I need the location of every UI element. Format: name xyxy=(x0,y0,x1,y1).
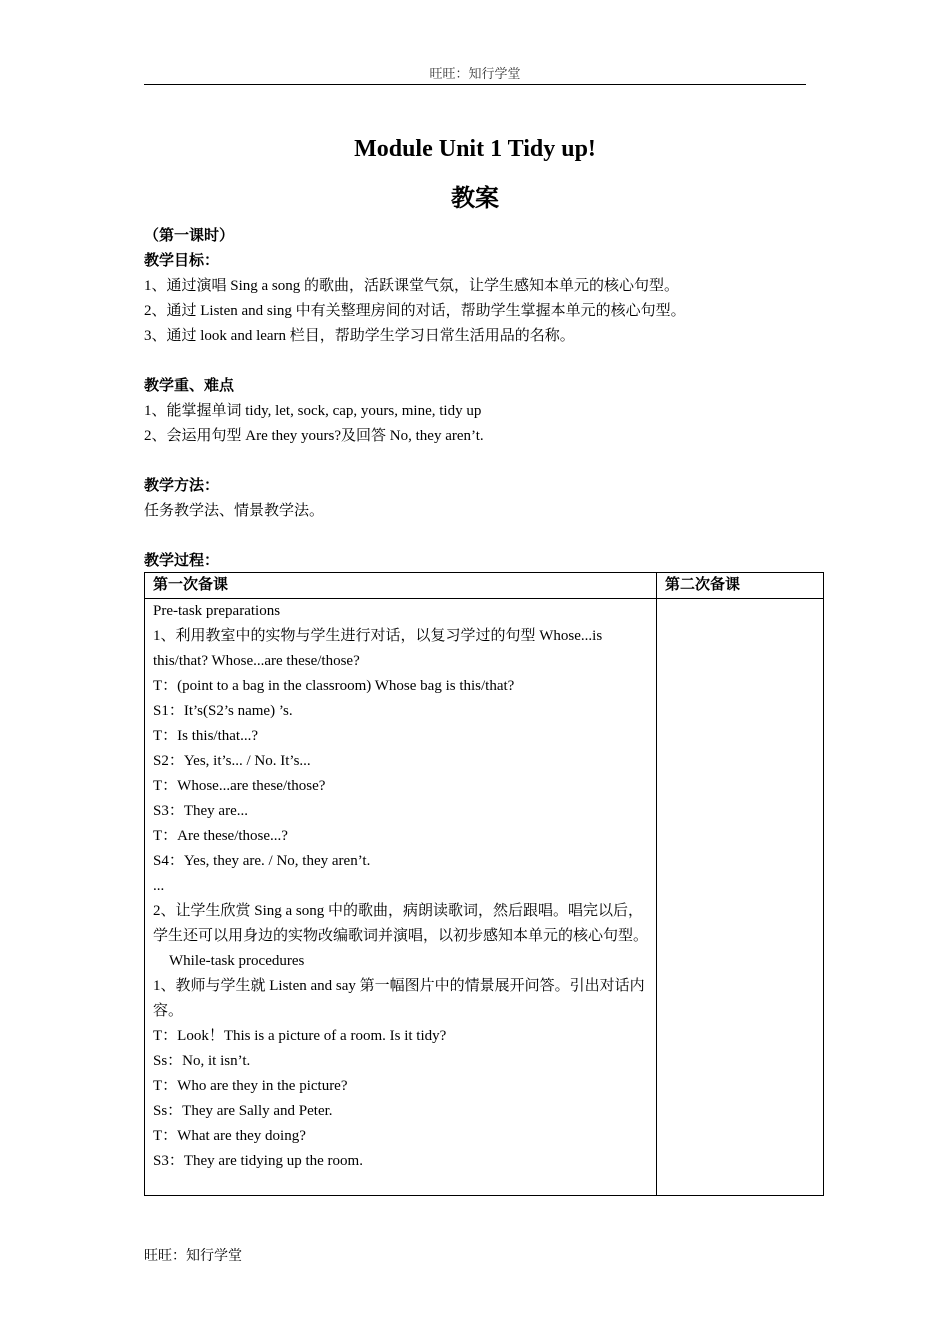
lesson-body xyxy=(144,224,824,574)
table-line: T：Look！This is a picture of a room. Is it tidy? xyxy=(153,1028,447,1044)
table-line: S1：It’s(S2’s name) ’s. xyxy=(153,703,293,719)
process-heading: 教学过程： xyxy=(144,553,220,569)
page-header: 旺旺：知行学堂 xyxy=(144,64,806,85)
lesson-plan-table xyxy=(144,572,824,1196)
table-line: T：Is this/that...? xyxy=(153,728,258,744)
table-line: T：Whose...are these/those? xyxy=(153,778,326,794)
second-prep-header: 第二次备课 xyxy=(657,573,824,599)
table-line: While-task procedures xyxy=(169,953,305,969)
key-point-item: 2、会运用句型 Are they yours?及回答 No, they aren’t. xyxy=(144,428,484,444)
lesson-period: （第一课时） xyxy=(144,228,235,244)
table-line: S2：Yes, it’s... / No. It’s... xyxy=(153,753,311,769)
table-line: T：(point to a bag in the classroom) Whose bag is this/that? xyxy=(153,678,515,694)
table-line: T：Who are they in the picture? xyxy=(153,1078,348,1094)
first-prep-cell xyxy=(145,599,657,1196)
table-line: T：What are they doing? xyxy=(153,1128,306,1144)
table-line: Ss：They are Sally and Peter. xyxy=(153,1103,333,1119)
table-line: Pre-task preparations xyxy=(153,603,281,619)
table-line: 2、让学生欣赏 Sing a song 中的歌曲，病朗读歌词，然后跟唱。唱完以后，学生还可以用身边的实物改编歌词并演唱，以初步感知本单元的核心句型。 xyxy=(153,903,649,944)
table-line: ... xyxy=(153,878,165,894)
table-line: Ss：No, it isn’t. xyxy=(153,1053,251,1069)
page-footer: 旺旺：知行学堂 xyxy=(144,1249,242,1264)
objective-item: 3、通过 look and learn 栏目，帮助学生学习日常生活用品的名称。 xyxy=(144,328,575,344)
table-line: 1、利用教室中的实物与学生进行对话，以复习学过的句型 Whose...is this/that? Whose...are these/those? xyxy=(153,628,603,669)
first-prep-header: 第一次备课 xyxy=(145,573,657,599)
document-subtitle: 教案 xyxy=(451,186,499,212)
objective-item: 1、通过演唱 Sing a song 的歌曲，活跃课堂气氛，让学生感知本单元的核心句型。 xyxy=(144,278,680,294)
table-line: T：Are these/those...? xyxy=(153,828,288,844)
methods-text: 任务教学法、情景教学法。 xyxy=(144,503,325,519)
document-title: Module Unit 1 Tidy up! xyxy=(354,136,596,162)
objectives-heading: 教学目标： xyxy=(144,253,220,269)
table-header-row xyxy=(145,573,824,599)
methods-heading: 教学方法： xyxy=(144,478,220,494)
table-line: S4：Yes, they are. / No, they aren’t. xyxy=(153,853,371,869)
table-line: S3：They are... xyxy=(153,803,248,819)
table-row xyxy=(145,599,824,1196)
objective-item: 2、通过 Listen and sing 中有关整理房间的对话，帮助学生掌握本单元的核心句型。 xyxy=(144,303,686,319)
key-points-heading: 教学重、难点 xyxy=(144,378,235,394)
table-line: S3：They are tidying up the room. xyxy=(153,1153,363,1169)
second-prep-cell xyxy=(657,599,824,1196)
key-point-item: 1、能掌握单词 tidy, let, sock, cap, yours, mine, tidy up xyxy=(144,403,482,419)
table-line: 1、教师与学生就 Listen and say 第一幅图片中的情景展开问答。引出对话内容。 xyxy=(153,978,645,1019)
